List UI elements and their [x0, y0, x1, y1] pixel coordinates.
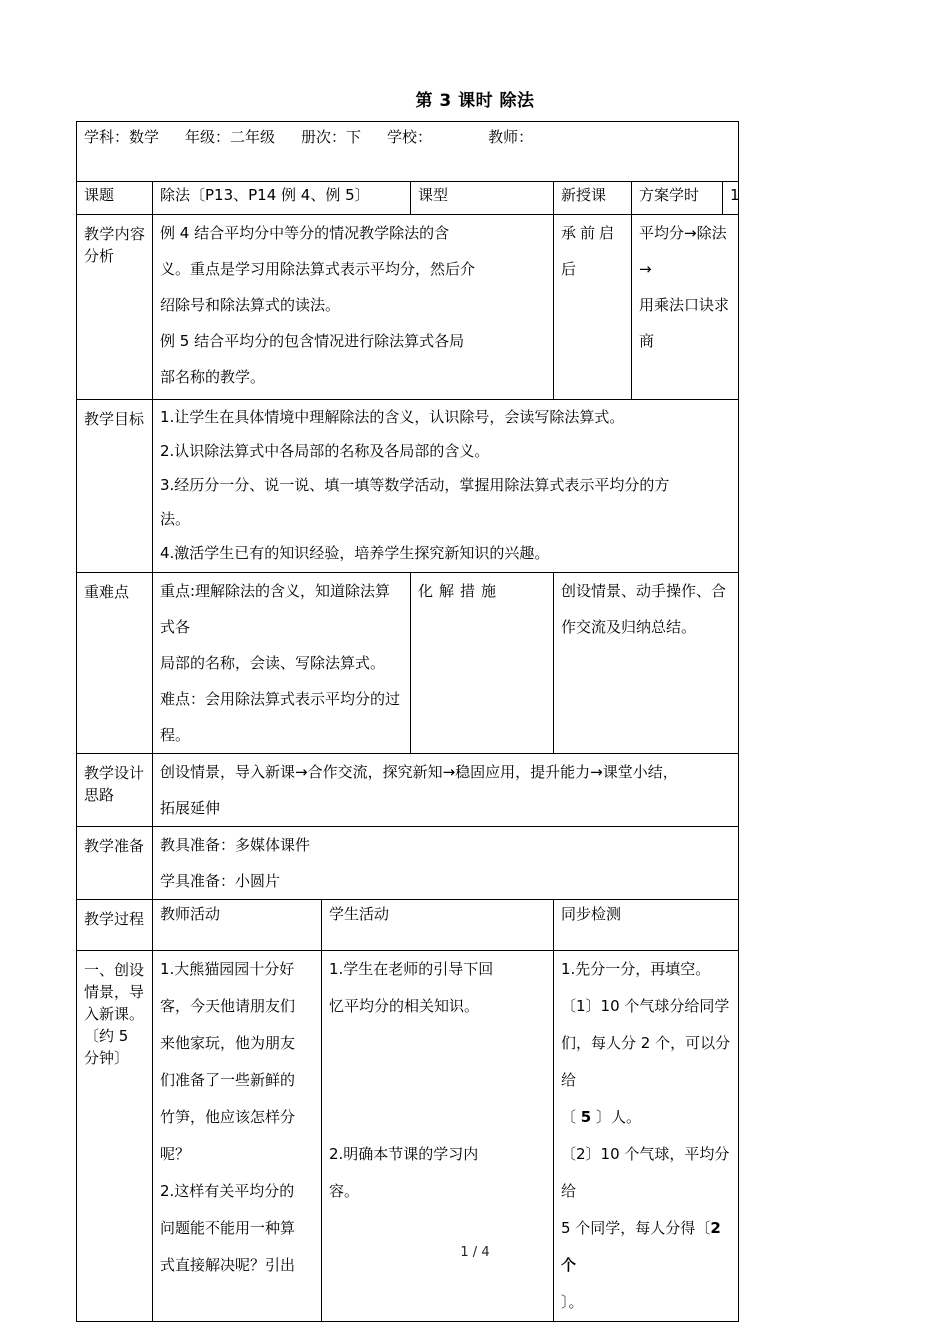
analysis-row — [77, 215, 739, 400]
teacher-line: 式直接解决呢？引出 — [160, 1256, 296, 1274]
check-line — [561, 1099, 731, 1136]
lesson-plan-table — [76, 121, 739, 1322]
analysis-line: 绍除号和除法算式的读法。 — [160, 296, 341, 314]
student-line: 容。 — [329, 1182, 360, 1200]
link-line: 用乘法口诀求商 — [639, 296, 730, 350]
link-content — [632, 215, 739, 400]
prep-line: 教具准备：多媒体课件 — [160, 836, 311, 854]
goal-line: 4.激活学生已有的知识经验，培养学生探究新知识的兴趣。 — [160, 544, 550, 562]
process-row-1 — [77, 951, 739, 1322]
page-number: 1 / 4 — [460, 1245, 490, 1260]
teacher-line: 呢？ — [160, 1145, 191, 1163]
subject-field: 学科：数学 — [84, 128, 160, 146]
teacher-line: 竹笋，他应该怎样分 — [160, 1108, 296, 1126]
info-row — [77, 122, 739, 182]
teacher-activity — [153, 951, 322, 1322]
type-label: 课型 — [411, 182, 554, 215]
difficulty-line: 局部的名称，会读、写除法算式。 — [160, 654, 386, 672]
design-label: 教学设计思路 — [77, 754, 153, 827]
answer-value: 5 — [580, 1108, 592, 1126]
analysis-line: 部名称的教学。 — [160, 368, 266, 386]
link-line: 平均分→除法→ — [639, 224, 727, 278]
teacher-field: 教师： — [488, 128, 534, 146]
process-label: 教学过程 — [77, 900, 153, 951]
difficulty-line: 程。 — [160, 726, 191, 744]
sync-check-header: 同步检测 — [554, 900, 739, 951]
teacher-line: 来他家玩，他为朋友 — [160, 1034, 296, 1052]
student-activity-header: 学生活动 — [322, 900, 554, 951]
hours-label: 方案学时 — [632, 182, 723, 215]
check-bracket: 〔 — [561, 1108, 581, 1126]
analysis-line: 义。重点是学习用除法算式表示平均分，然后介 — [160, 260, 476, 278]
type-value: 新授课 — [554, 182, 632, 215]
process-header-row — [77, 900, 739, 951]
measure-content — [554, 573, 739, 754]
teacher-activity-header: 教师活动 — [153, 900, 322, 951]
prep-label: 教学准备 — [77, 827, 153, 900]
difficulty-line: 重点:理解除法的含义，知道除法算式各 — [160, 582, 391, 636]
teacher-line: 们准备了一些新鲜的 — [160, 1071, 296, 1089]
difficulty-label: 重难点 — [77, 573, 153, 754]
stage-label: 一、创设情景，导入新课。〔约 5 分钟〕 — [77, 951, 153, 1322]
goal-line: 2.认识除法算式中各局部的名称及各局部的含义。 — [160, 442, 490, 460]
analysis-label: 教学内容分析 — [77, 215, 153, 400]
page-title: 第 3 课时 除法 — [415, 91, 535, 111]
goals-label: 教学目标 — [77, 400, 153, 573]
topic-value: 除法〔P13、P14 例 4、例 5〕 — [153, 182, 411, 215]
measure-line: 创设情景、动手操作、合 — [561, 582, 727, 600]
student-line: 2.明确本节课的学习内 — [329, 1145, 479, 1163]
topic-label: 课题 — [77, 182, 153, 215]
analysis-line: 例 4 结合平均分中等分的情况教学除法的含 — [160, 224, 450, 242]
goal-line: 法。 — [160, 510, 191, 528]
measure-label: 化解措施 — [411, 573, 554, 754]
check-bracket: 〕人。 — [591, 1108, 641, 1126]
analysis-content — [153, 215, 554, 400]
measure-line: 作交流及归纳总结。 — [561, 618, 697, 636]
check-text: 5 个同学，每人分得〔 — [561, 1219, 711, 1237]
goal-line: 1.让学生在具体情境中理解除法的含义，认识除号，会读写除法算式。 — [160, 408, 625, 426]
student-line: 1.学生在老师的引导下回 — [329, 960, 494, 978]
check-line: 〔1〕10 个气球分给同学 — [561, 997, 730, 1015]
design-content — [153, 754, 739, 827]
check-line: 〔2〕10 个气球，平均分给 — [561, 1145, 730, 1200]
student-activity — [322, 951, 554, 1322]
teacher-line: 1.大熊猫园园十分好 — [160, 960, 295, 978]
check-line: 们，每人分 2 个，可以分给 — [561, 1034, 731, 1089]
check-line: 〕。 — [561, 1293, 584, 1311]
answer-value: 2 个 — [561, 1219, 721, 1274]
goal-line: 3.经历分一分、说一说、填一填等数学活动，掌握用除法算式表示平均分的方 — [160, 476, 670, 494]
grade-field: 年级：二年级 — [185, 128, 276, 146]
student-line: 忆平均分的相关知识。 — [329, 997, 480, 1015]
design-line: 拓展延伸 — [160, 799, 221, 817]
goals-row — [77, 400, 739, 573]
check-line: 1.先分一分，再填空。 — [561, 960, 711, 978]
link-label: 承前启后 — [554, 215, 632, 400]
goals-content — [153, 400, 739, 573]
student-spacer — [329, 1025, 546, 1136]
difficulty-line: 难点：会用除法算式表示平均分的过 — [160, 690, 401, 708]
difficulty-row — [77, 573, 739, 754]
difficulty-content — [153, 573, 411, 754]
info-cell — [77, 122, 739, 182]
school-field: 学校： — [387, 128, 433, 146]
hours-value: 1 — [723, 182, 739, 215]
teacher-line: 2.这样有关平均分的 — [160, 1182, 295, 1200]
prep-line: 学具准备：小圆片 — [160, 872, 281, 890]
analysis-line: 例 5 结合平均分的包含情况进行除法算式各局 — [160, 332, 465, 350]
volume-field: 册次：下 — [301, 128, 362, 146]
prep-content — [153, 827, 739, 900]
topic-row — [77, 182, 739, 215]
sync-check — [554, 951, 739, 1322]
design-line: 创设情景，导入新课→合作交流，探究新知→稳固应用，提升能力→课堂小结， — [160, 763, 678, 781]
teacher-line: 客，今天他请朋友们 — [160, 997, 296, 1015]
teacher-line: 问题能不能用一种算 — [160, 1219, 296, 1237]
design-row — [77, 754, 739, 827]
prep-row — [77, 827, 739, 900]
